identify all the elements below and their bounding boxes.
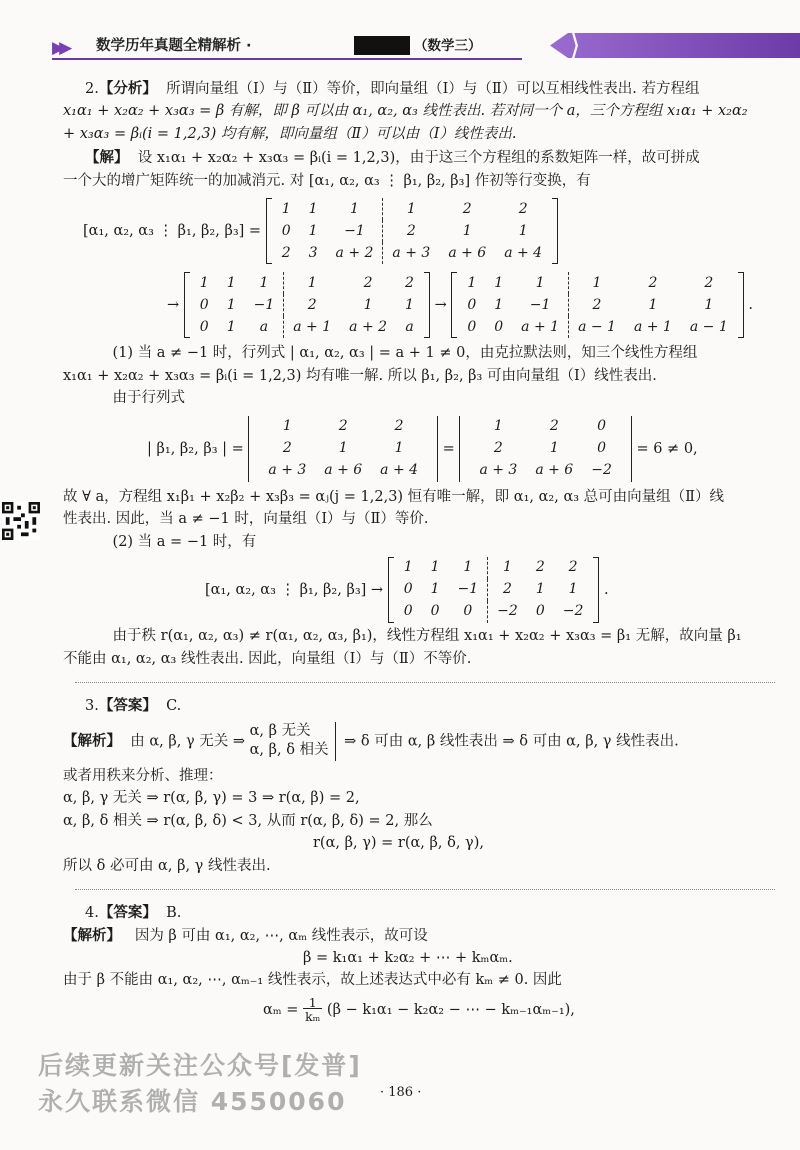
- s4-fraction: [303, 996, 322, 1024]
- matrix-cell: 1: [259, 274, 269, 291]
- matrix-cell: a + 6: [324, 461, 363, 478]
- matrix-cell: 0: [597, 439, 606, 456]
- matrix-row: [273, 198, 551, 220]
- det-result: = 6 ≠ 0,: [636, 440, 698, 457]
- matrix-cell: 0: [199, 296, 209, 313]
- page-number: · 186 ·: [380, 1085, 422, 1100]
- matrix-cell: 1: [338, 439, 348, 456]
- matrix-cell: 2: [462, 200, 472, 217]
- book-subject: （数学三）: [414, 38, 482, 54]
- s3-answer: [85, 695, 755, 717]
- matrix-cell: a + 3: [268, 461, 307, 478]
- s3-l3: α, β, δ 相关 ⇒ r(α, β, δ) < 3, 从而 r(α, β, δ) = 2, 那么: [63, 812, 433, 829]
- matrix-cell: a + 3: [479, 461, 518, 478]
- page-content: [63, 78, 755, 1024]
- matrix-cell: 1: [568, 581, 578, 598]
- matrix-cell: 1: [284, 272, 340, 294]
- matrix-cell: a: [259, 318, 269, 335]
- matrix-cell: 1: [350, 200, 359, 217]
- matrix-row: [395, 601, 593, 623]
- matrix-cell: 1: [308, 222, 318, 239]
- matrix-cell: −2: [562, 603, 584, 620]
- matrix-cell: 1: [518, 222, 528, 239]
- matrix-row: [470, 460, 620, 482]
- s4-l4-right: (β − k₁α₁ − k₂α₂ − ⋯ − kₘ₋₁αₘ₋₁),: [326, 1001, 575, 1018]
- s4-l2: β = k₁α₁ + k₂α₂ + ⋯ + kₘαₘ.: [303, 949, 513, 966]
- matrix-row: [458, 294, 736, 316]
- redaction-block: [354, 36, 410, 55]
- header-rule: [52, 58, 522, 60]
- matrix-cell: a + 1: [521, 318, 560, 335]
- tag-solution: 【解】: [85, 150, 129, 167]
- s3-e-pre: 由 α, β, γ 无关 ⇒: [130, 733, 245, 750]
- matrix-cell: a + 2: [349, 318, 388, 335]
- matrix-row: [191, 316, 423, 338]
- matrix-cell: 1: [226, 274, 236, 291]
- s3-l5: 所以 δ 必可由 α, β, γ 线性表出.: [63, 857, 271, 874]
- matrix-cell: a: [405, 318, 414, 335]
- s2-case2-1: (2) 当 a = −1 时，有: [112, 533, 257, 550]
- matrix-row: [191, 272, 423, 294]
- matrix-cell: a + 1: [633, 318, 672, 335]
- matrix-cell: 1: [494, 274, 504, 291]
- det-2: [459, 416, 631, 482]
- s2-case1-1: (1) 当 a ≠ −1 时，行列式 | α₁, α₂, α₃ | = a + 1 ≠ 0，由克拉默法则，知三个线性方程组: [112, 345, 698, 362]
- s2-solution: [85, 147, 755, 169]
- matrix-cell: 0: [403, 581, 413, 598]
- matrix-cell: 1: [467, 274, 477, 291]
- s2-num: 2.: [85, 81, 99, 97]
- matrix-1: [266, 198, 558, 264]
- matrix-cell: −1: [457, 581, 479, 598]
- s4-l4-left: αₘ =: [263, 1001, 299, 1018]
- aug-eq-3: [205, 557, 755, 623]
- matrix-cell: 1: [535, 581, 545, 598]
- watermark-line-1: 后续更新关注公众号[发普]: [38, 1051, 362, 1080]
- s2-analysis-1: 所谓向量组（Ⅰ）与（Ⅱ）等价，即向量组（Ⅰ）与（Ⅱ）可以互相线性表出. 若方程组: [166, 81, 700, 97]
- matrix-cell: 2: [394, 417, 404, 434]
- matrix-cell: 1: [430, 559, 440, 576]
- matrix-cell: −1: [253, 296, 275, 313]
- matrix-cell: 2: [569, 294, 625, 316]
- matrix-cell: a + 3: [383, 242, 439, 264]
- matrix-cell: a + 6: [448, 244, 487, 261]
- matrix-3: [451, 272, 743, 338]
- det-label: | β₁, β₂, β₃ | =: [147, 440, 244, 457]
- s4-l1: 因为 β 可由 α₁, α₂, ⋯, αₘ 线性表示，故可设: [134, 927, 428, 944]
- s2-sol-2: 一个大的增广矩阵统一的加减消元. 对 [α₁, α₂, α₃ ⋮ β₁, β₂, β₃] 作初等行变换，有: [63, 172, 591, 189]
- matrix-cell: 2: [284, 294, 340, 316]
- s2-case1-4: 故 ∀ a，方程组 x₁β₁ + x₂β₂ + x₃β₃ = αⱼ(j = 1,2,3) 恒有唯一解，即 α₁, α₂, α₃ 总可由向量组（Ⅱ）线: [63, 488, 725, 505]
- matrix-cell: 0: [430, 603, 440, 620]
- matrix-cell: 2: [488, 579, 527, 601]
- s2-case1-5: 性表出. 因此，当 a ≠ −1 时，向量组（Ⅰ）与（Ⅱ）等价.: [63, 511, 429, 528]
- s3-l2: α, β, γ 无关 ⇒ r(α, β, γ) = 3 ⇒ r(α, β) = 2,: [63, 790, 360, 807]
- header-arrows-icon: ▶▶: [52, 38, 67, 58]
- page-header: [52, 33, 800, 59]
- s3-brace-top: α, β 无关: [249, 722, 311, 739]
- matrix-cell: 2: [282, 439, 292, 456]
- aug-eq-1: [83, 198, 755, 264]
- matrix-cell: 0: [467, 296, 477, 313]
- matrix-cell: 1: [488, 557, 527, 579]
- matrix-row: [470, 416, 620, 438]
- matrix-cell: 2: [338, 417, 348, 434]
- matrix-cell: a + 6: [535, 461, 574, 478]
- s2-case2-3: 不能由 α₁, α₂, α₃ 线性表出. 因此，向量组（Ⅰ）与（Ⅱ）不等价.: [63, 650, 472, 667]
- s4-answer-value: B.: [166, 905, 182, 922]
- matrix-cell: −2: [591, 461, 612, 478]
- header-band: [550, 33, 800, 58]
- matrix-cell: 1: [282, 417, 292, 434]
- det-1: [248, 416, 438, 482]
- matrix-cell: 1: [308, 200, 318, 217]
- matrix-cell: 0: [281, 222, 291, 239]
- matrix-cell: 1: [462, 222, 472, 239]
- s4-frac-den: kₘ: [305, 1008, 321, 1024]
- matrix-cell: 0: [535, 603, 545, 620]
- tag-analysis: 【分析】: [98, 81, 157, 97]
- s4-l4: [263, 996, 755, 1024]
- matrix-4: [388, 557, 600, 623]
- matrix-cell: −1: [529, 296, 551, 313]
- matrix-cell: 0: [463, 603, 473, 620]
- matrix-cell: 0: [494, 318, 504, 335]
- s4-tag-explain: 【解析】: [63, 927, 121, 944]
- s2-case1-3: 由于行列式: [112, 390, 186, 407]
- matrix-cell: 2: [518, 200, 528, 217]
- matrix-cell: 1: [394, 439, 404, 456]
- matrix-cell: 1: [569, 272, 625, 294]
- arrow-1: →: [167, 297, 180, 314]
- s2-analysis-2: x₁α₁ + x₂α₂ + x₃α₃ = β 有解，即 β 可以由 α₁, α₂, α₃ 线性表出. 若对同一个 a，三个方程组 x₁α₁ + x₂α₂: [63, 103, 748, 120]
- matrix-cell: 2: [568, 559, 578, 576]
- matrix-cell: 0: [467, 318, 477, 335]
- matrix-cell: 1: [363, 296, 373, 313]
- s3-explain: [63, 722, 755, 761]
- matrix-cell: 1: [648, 296, 658, 313]
- matrix-cell: a + 1: [284, 316, 340, 338]
- matrix-cell: 2: [281, 244, 291, 261]
- matrix-cell: 2: [493, 439, 503, 456]
- matrix-cell: 1: [463, 559, 473, 576]
- aug-label-2: [α₁, α₂, α₃ ⋮ β₁, β₂, β₃] →: [205, 582, 384, 599]
- matrix-cell: 0: [403, 603, 413, 620]
- matrix-cell: 2: [648, 274, 658, 291]
- s4-l3: 由于 β 不能由 α₁, α₂, ⋯, αₘ₋₁ 线性表示，故上述表达式中必有 kₘ ≠ 0. 因此: [63, 972, 562, 989]
- matrix-cell: 1: [383, 198, 439, 220]
- matrix-cell: 2: [405, 274, 414, 291]
- matrix-cell: 1: [494, 296, 504, 313]
- matrix-cell: 3: [308, 244, 318, 261]
- matrix-cell: 1: [281, 200, 291, 217]
- matrix-cell: a + 4: [504, 244, 543, 261]
- s3-tag-explain: 【解析】: [63, 733, 121, 750]
- matrix-row: [259, 438, 427, 460]
- matrix-cell: 0: [597, 417, 606, 434]
- matrix-cell: 2: [704, 274, 714, 291]
- s4-answer: [85, 902, 755, 924]
- matrix-cell: 2: [535, 559, 545, 576]
- matrix-cell: 2: [383, 220, 439, 242]
- matrix-cell: 0: [199, 318, 209, 335]
- matrix-cell: a − 1: [569, 316, 625, 338]
- s2-analysis-3: + x₃α₃ = βᵢ(i = 1,2,3) 均有解，即向量组（Ⅱ）可以由（Ⅰ）线性表出.: [63, 125, 517, 142]
- period-2: .: [603, 582, 609, 599]
- s2-case1-2: x₁α₁ + x₂α₂ + x₃α₃ = βᵢ(i = 1,2,3) 均有唯一解. 所以 β₁, β₂, β₃ 可由向量组（Ⅰ）线性表出.: [63, 367, 657, 384]
- matrix-2: [184, 272, 430, 338]
- matrix-cell: a + 2: [335, 244, 374, 261]
- matrix-row: [259, 460, 427, 482]
- det-eq-sign: =: [442, 440, 455, 457]
- aug-eq-2: [167, 272, 755, 338]
- s2-case2-2: 由于秩 r(α₁, α₂, α₃) ≠ r(α₁, α₂, α₃, β₁)，线性方程组 x₁α₁ + x₂α₂ + x₃α₃ = β₁ 无解，故向量 β₁: [112, 628, 742, 645]
- qr-code-icon: [2, 502, 40, 540]
- s3-tag-answer: 【答案】: [98, 698, 157, 715]
- matrix-cell: 1: [493, 417, 503, 434]
- matrix-cell: 2: [363, 274, 373, 291]
- det-eq: [147, 416, 755, 482]
- s4-frac-num: 1: [308, 994, 317, 1010]
- matrix-cell: 1: [535, 274, 545, 291]
- watermark-line-2: 永久联系微信 4550060: [38, 1087, 347, 1116]
- matrix-row: [395, 579, 593, 601]
- s3-l1: 或者用秩来分析、推理：: [63, 767, 223, 784]
- divider-1: [75, 682, 775, 683]
- matrix-row: [395, 557, 593, 579]
- matrix-row: [273, 220, 551, 242]
- s4-explain: [63, 925, 755, 947]
- matrix-cell: a + 4: [380, 461, 419, 478]
- aug-label: [α₁, α₂, α₃ ⋮ β₁, β₂, β₃] =: [83, 223, 262, 240]
- matrix-cell: 1: [430, 581, 440, 598]
- matrix-cell: 1: [704, 296, 714, 313]
- s3-num: 3.: [85, 698, 99, 715]
- matrix-cell: 1: [226, 318, 236, 335]
- s3-e-post: ⇒ δ 可由 α, β 线性表出 ⇒ δ 可由 α, β, γ 线性表出.: [344, 733, 679, 750]
- matrix-row: [470, 438, 620, 460]
- s3-brace-bot: α, β, δ 相关: [249, 742, 329, 759]
- matrix-cell: −1: [344, 222, 365, 239]
- matrix-row: [458, 272, 736, 294]
- s4-tag-answer: 【答案】: [98, 905, 157, 922]
- period-1: .: [748, 297, 753, 314]
- s3-answer-value: C.: [166, 698, 182, 715]
- s3-brace: [250, 722, 336, 761]
- s2-analysis: [85, 78, 755, 100]
- matrix-row: [458, 316, 736, 338]
- matrix-cell: 1: [199, 274, 209, 291]
- book-title: 数学历年真题全精解析 ·: [96, 38, 252, 54]
- matrix-row: [259, 416, 427, 438]
- arrow-2: →: [434, 297, 447, 314]
- matrix-cell: −2: [488, 601, 527, 623]
- matrix-row: [273, 242, 551, 264]
- matrix-cell: 1: [549, 439, 559, 456]
- s3-l4: r(α, β, γ) = r(α, β, δ, γ),: [313, 835, 484, 852]
- s2-sol-1: 设 x₁α₁ + x₂α₂ + x₃α₃ = βᵢ(i = 1,2,3)，由于这三个方程组的系数矩阵一样，故可拼成: [137, 150, 700, 167]
- matrix-cell: 1: [405, 296, 414, 313]
- matrix-cell: 1: [226, 296, 236, 313]
- matrix-cell: 2: [549, 417, 559, 434]
- matrix-cell: a − 1: [689, 318, 728, 335]
- s4-num: 4.: [85, 905, 99, 922]
- divider-2: [75, 889, 775, 890]
- matrix-cell: 1: [403, 559, 413, 576]
- matrix-row: [191, 294, 423, 316]
